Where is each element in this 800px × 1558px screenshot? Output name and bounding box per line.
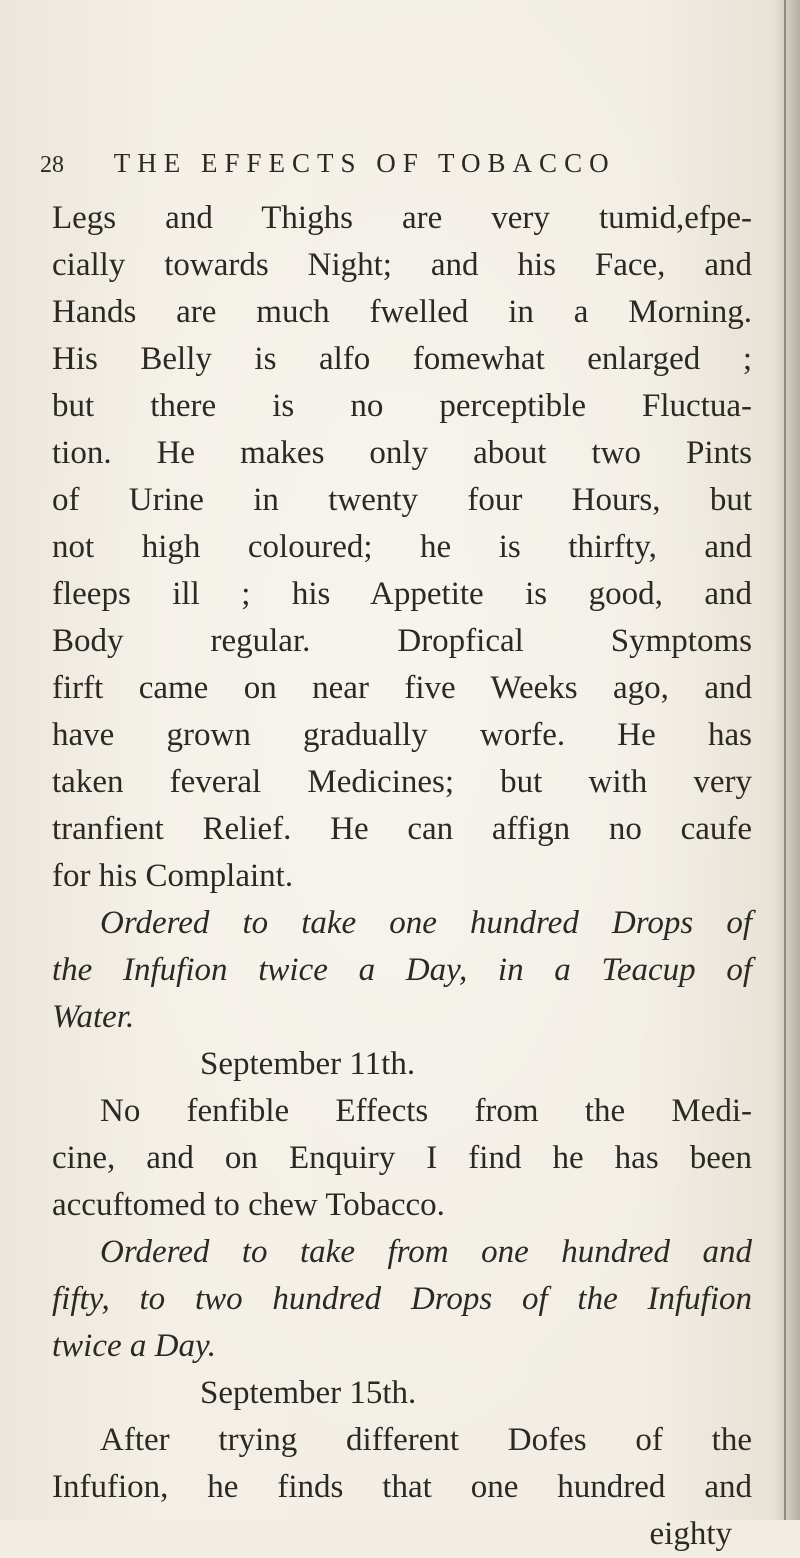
text-line: His Belly is alfo fomewhat enlarged ;	[52, 341, 752, 377]
order-line: Ordered to take from one hundred and	[100, 1234, 752, 1270]
order-line: Water.	[52, 999, 135, 1035]
order-line: fifty, to two hundred Drops of the Infufion	[52, 1281, 752, 1317]
page-edge-shadow	[774, 0, 800, 1520]
text-line: No fenfible Effects from the Medi-	[100, 1093, 752, 1129]
order-line: twice a Day.	[52, 1328, 217, 1364]
text-line: accuftomed to chew Tobacco.	[52, 1187, 445, 1223]
body-text	[52, 195, 752, 1558]
text-line: firft came on near five Weeks ago, and	[52, 670, 752, 706]
text-line: Body regular. Dropfical Symptoms	[52, 623, 752, 659]
text-line: Infufion, he finds that one hundred and	[52, 1469, 752, 1505]
order-line: Ordered to take one hundred Drops of	[100, 905, 752, 941]
order-line: the Infufion twice a Day, in a Teacup of	[52, 952, 752, 988]
text-line: fleeps ill ; his Appetite is good, and	[52, 576, 752, 612]
date-heading: September 11th.	[200, 1046, 416, 1082]
text-line: of Urine in twenty four Hours, but	[52, 482, 752, 518]
page-number: 28	[40, 152, 64, 178]
text-line: tranfient Relief. He can affign no caufe	[52, 811, 752, 847]
text-line: have grown gradually worfe. He has	[52, 717, 752, 753]
text-line: but there is no perceptible Fluctua-	[52, 388, 752, 424]
text-line: Legs and Thighs are very tumid,efpe-	[52, 200, 752, 236]
running-title: THE EFFECTS OF TOBACCO	[113, 148, 616, 178]
page-edge-line	[784, 0, 786, 1520]
text-line: for his Complaint.	[52, 858, 294, 894]
running-head	[40, 148, 760, 188]
date-heading: September 15th.	[200, 1375, 417, 1411]
text-line: Hands are much fwelled in a Morning.	[52, 294, 752, 330]
text-line: After trying different Dofes of the	[100, 1422, 752, 1458]
text-line: taken feveral Medicines; but with very	[52, 764, 752, 800]
text-line: cially towards Night; and his Face, and	[52, 247, 752, 283]
text-line: tion. He makes only about two Pints	[52, 435, 752, 471]
catchword: eighty	[649, 1516, 732, 1552]
text-line: cine, and on Enquiry I find he has been	[52, 1140, 752, 1176]
text-line: not high coloured; he is thirfty, and	[52, 529, 752, 565]
